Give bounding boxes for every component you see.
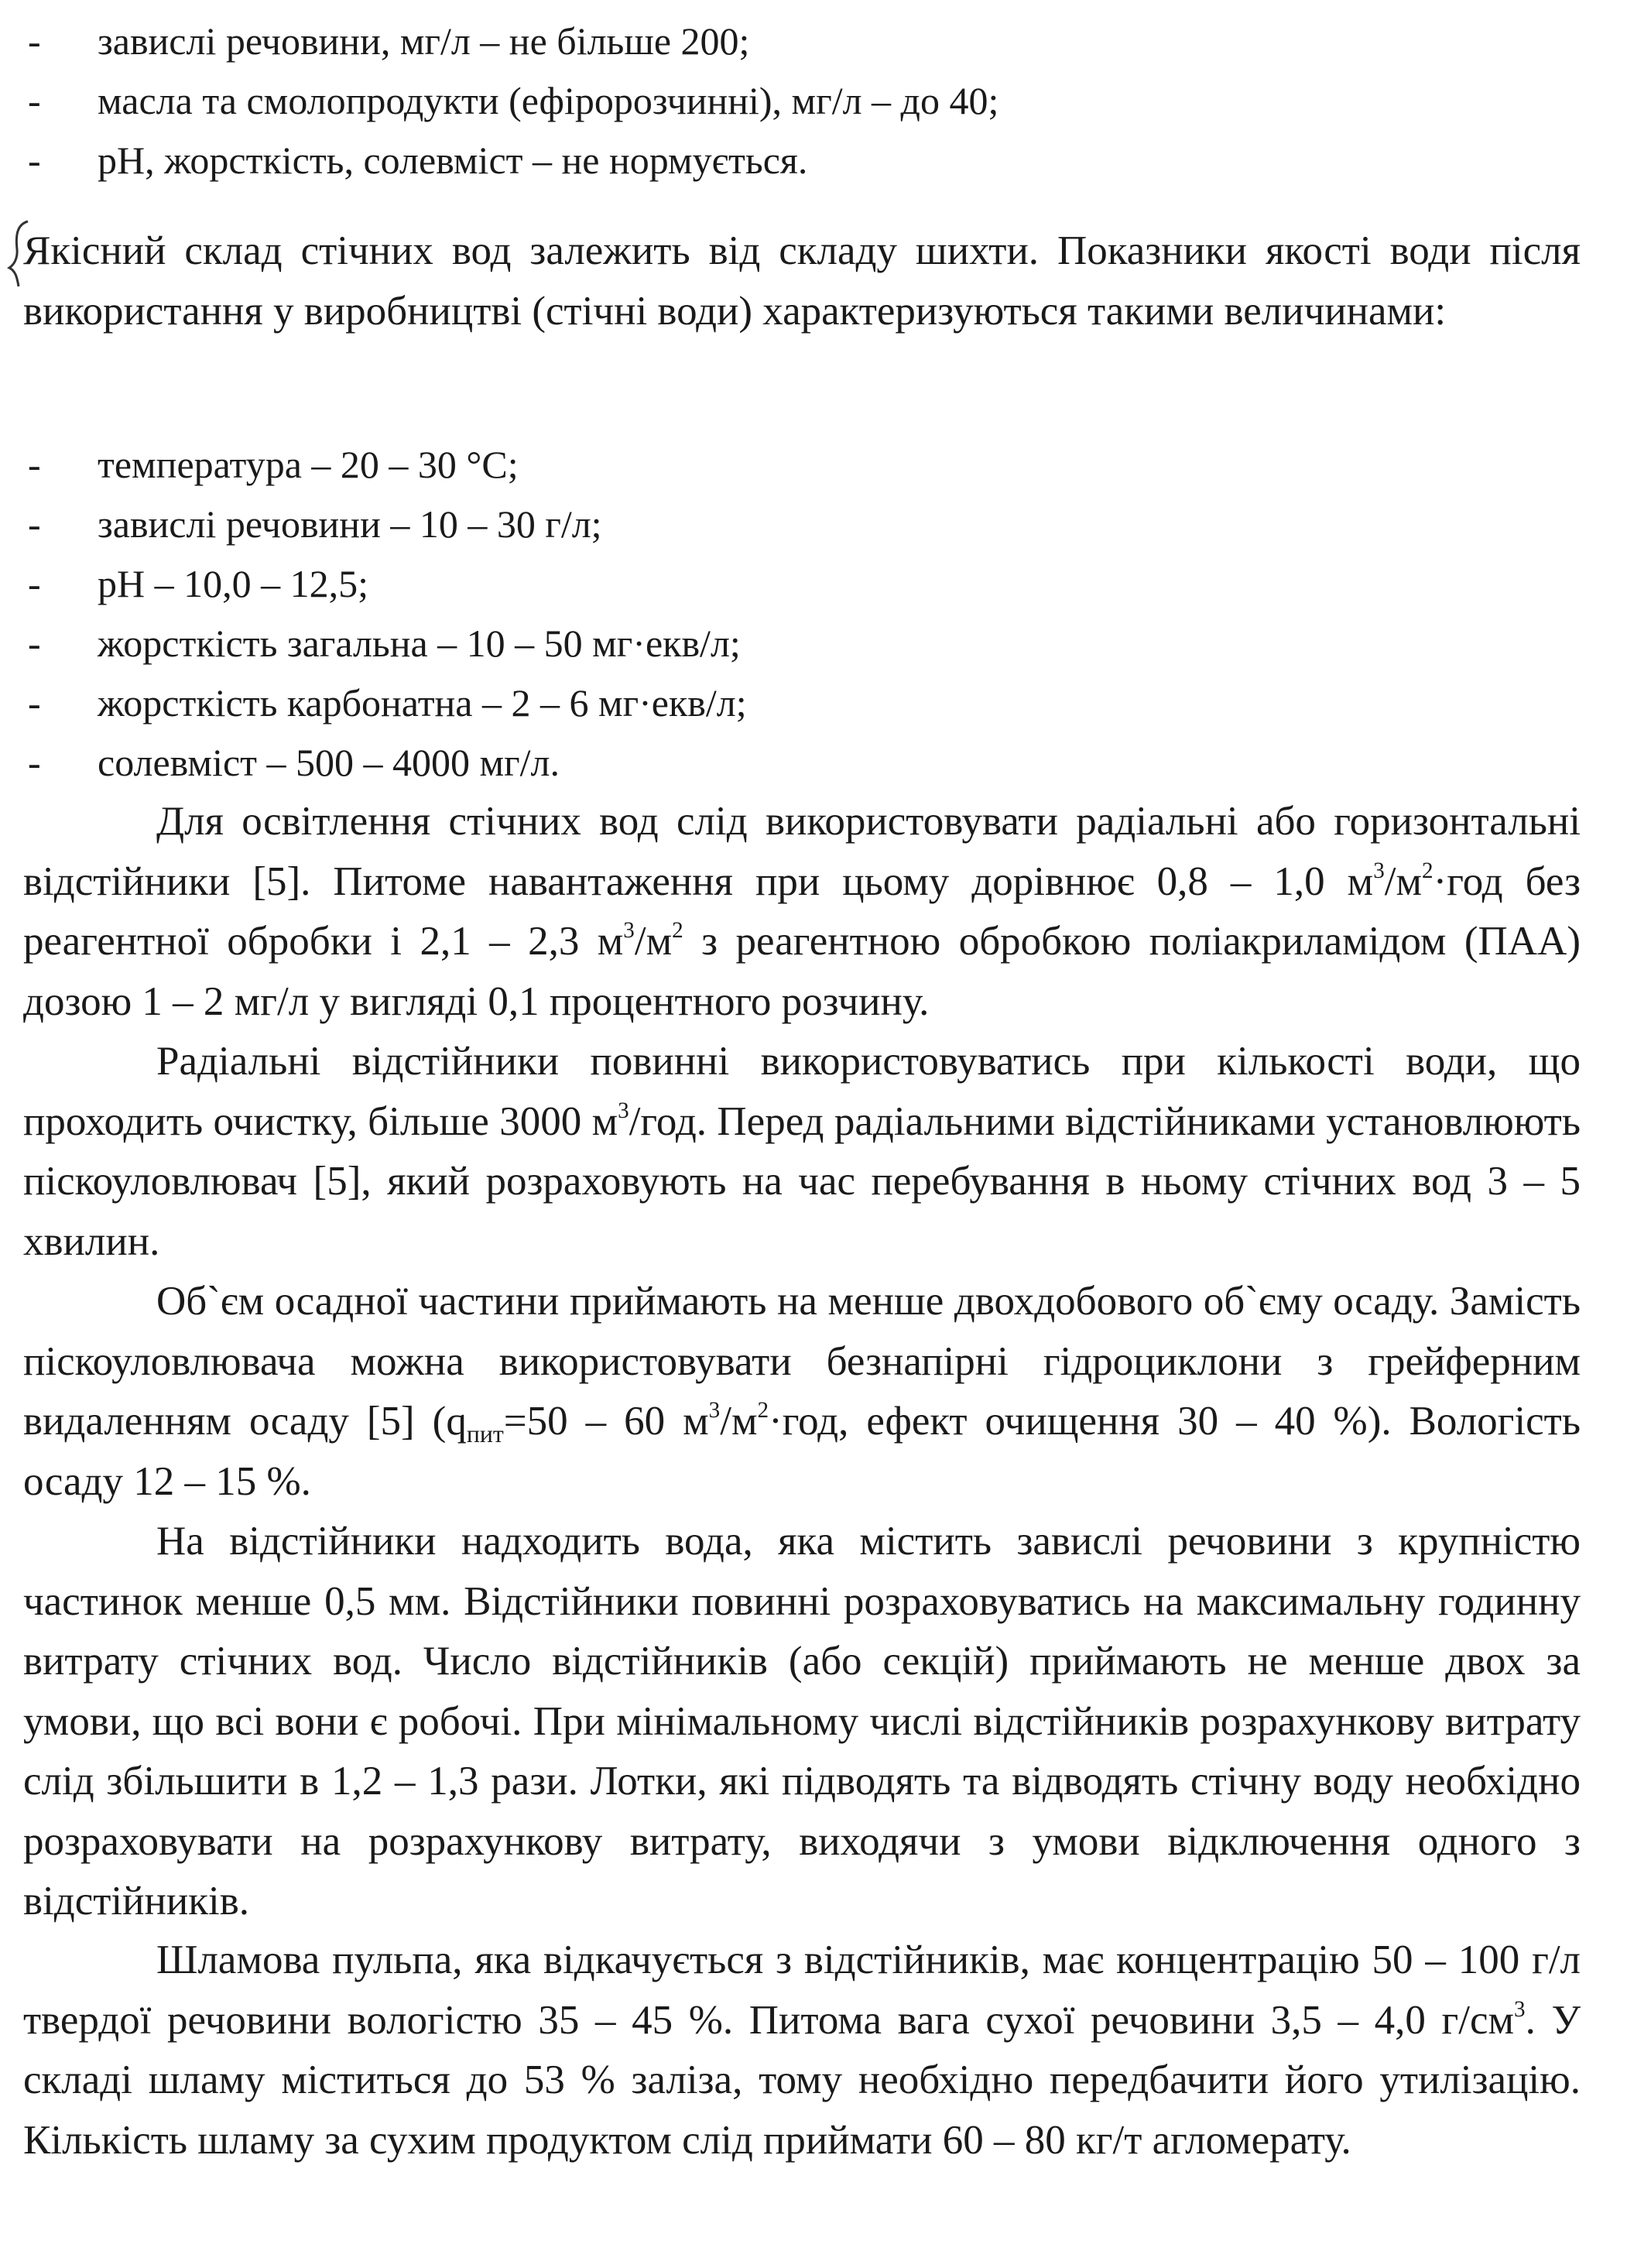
list-item-text: жорсткість загальна – 10 – 50 мг·екв/л; xyxy=(98,622,741,665)
list-item-text: солевміст – 500 – 4000 мг/л. xyxy=(98,741,560,784)
superscript: 3 xyxy=(618,1098,629,1123)
paragraph-text: . У складі шламу міститься до 53 % заліза, тому необхідно передбачити його утилізацію. Кількість шламу за сухим продуктом слід приймати 60 – 80 кг/т агломерату. xyxy=(23,1997,1581,2163)
paragraph-text: Для освітлення стічних вод слід використовувати радіальні або горизонтальні відстійники [5]. Питоме навантаження при цьому дорівнює 0,8 – 1,0 м xyxy=(23,799,1581,904)
bullet-dash: - xyxy=(28,622,41,665)
paragraph-text: Радіальні відстійники повинні використовуватись при кількості води, що проходить очистку, більше 3000 м xyxy=(23,1039,1581,1144)
superscript: 2 xyxy=(1422,858,1433,883)
intro-paragraph: Якісний склад стічних вод залежить від складу шихти. Показники якості води після використання у виробництві (стічні води) характеризуються такими величинами: xyxy=(23,228,1581,334)
bullet-dash: - xyxy=(28,79,41,122)
superscript: 3 xyxy=(1514,1996,1526,2022)
subscript: пит xyxy=(466,1420,504,1447)
bullet-dash: - xyxy=(28,19,41,63)
bullet-dash: - xyxy=(28,139,41,182)
bullet-dash: - xyxy=(28,443,41,486)
paragraph-text: Об`єм осадної частини приймають на менше двохдобового об`єму осаду. Замість піскоуловлювача можна використовувати безнапірні гідроциклони з грейферним видаленням осаду [5] (q xyxy=(23,1279,1581,1444)
paragraph-radial-tanks xyxy=(23,1032,1581,1272)
list-item xyxy=(28,131,1537,190)
list-item xyxy=(28,673,1537,732)
superscript: 3 xyxy=(623,918,635,944)
paragraph-text: /м xyxy=(634,919,673,964)
list-item-text: завислі речовини, мг/л – не більше 200; xyxy=(98,19,750,63)
list-item xyxy=(28,12,1537,70)
list-item xyxy=(28,614,1537,673)
paragraph-text: ·год, ефект очищення 30 – 40 %). Вологість осаду 12 – 15 %. xyxy=(23,1399,1581,1504)
list-item-text: pH, жорсткість, солевміст – не нормується. xyxy=(98,139,808,182)
paragraph-sediment-volume xyxy=(23,1272,1581,1512)
list-item-text: температура – 20 – 30 °С; xyxy=(98,443,519,486)
superscript: 2 xyxy=(672,918,683,944)
list-item xyxy=(28,554,1537,613)
list-item xyxy=(28,435,1537,494)
list-item xyxy=(28,495,1537,553)
list-item xyxy=(28,733,1537,792)
paragraph-sludge-pulp xyxy=(23,1931,1581,2170)
paragraph-text: /м xyxy=(1384,858,1423,904)
paragraph-text: =50 – 60 м xyxy=(503,1399,709,1444)
paragraph-text: /м xyxy=(720,1399,758,1444)
paragraph-text: Шламова пульпа, яка відкачується з відстійників, має концентрацію 50 – 100 г/л твердої речовини вологістю 35 – 45 %. Питома вага сухої речовини 3,5 – 4,0 г/см xyxy=(23,1937,1581,2043)
list-item-text: масла та смолопродукти (ефіророзчинні), мг/л – до 40; xyxy=(98,79,999,122)
bullet-dash: - xyxy=(28,681,41,725)
paragraph-text: /год. Перед радіальними відстійниками установлюють піскоуловлювач [5], який розраховують на час перебування в ньому стічних вод 3 – 5 хвилин. xyxy=(23,1098,1581,1264)
list-item-text: завислі речовини – 10 – 30 г/л; xyxy=(98,502,602,546)
bullet-dash: - xyxy=(28,562,41,605)
superscript: 2 xyxy=(757,1398,769,1423)
superscript: 3 xyxy=(1373,858,1385,883)
paragraph-text: ·год без реагентної обробки і 2,1 – 2,3 м xyxy=(23,858,1581,964)
bullet-dash: - xyxy=(28,502,41,546)
list-item-text: pH – 10,0 – 12,5; xyxy=(98,562,368,605)
paragraph-incoming-water: На відстійники надходить вода, яка містить завислі речовини з крупністю частинок менше 0,5 мм. Відстійники повинні розраховуватись на максимальну годинну витрату стічних вод. Число відстійників (або секцій) приймають не менше двох за умови, що всі вони є робочі. При мінімальному числі відстійників розрахункову витрату слід збільшити в 1,2 – 1,3 рази. Лотки, які підводять та відводять стічну воду необхідно розраховувати на розрахункову витрату, виходячи з умови відключення одного з відстійників. xyxy=(23,1519,1581,1924)
list-item-text: жорсткість карбонатна – 2 – 6 мг·екв/л; xyxy=(98,681,747,725)
paragraph-text: з реагентною обробкою поліакриламідом (ПАА) дозою 1 – 2 мг/л у вигляді 0,1 процентного розчину. xyxy=(23,919,1581,1024)
list-item xyxy=(28,71,1537,130)
paragraph-settling-tanks xyxy=(23,792,1581,1032)
bullet-dash: - xyxy=(28,741,41,784)
superscript: 3 xyxy=(708,1398,721,1423)
